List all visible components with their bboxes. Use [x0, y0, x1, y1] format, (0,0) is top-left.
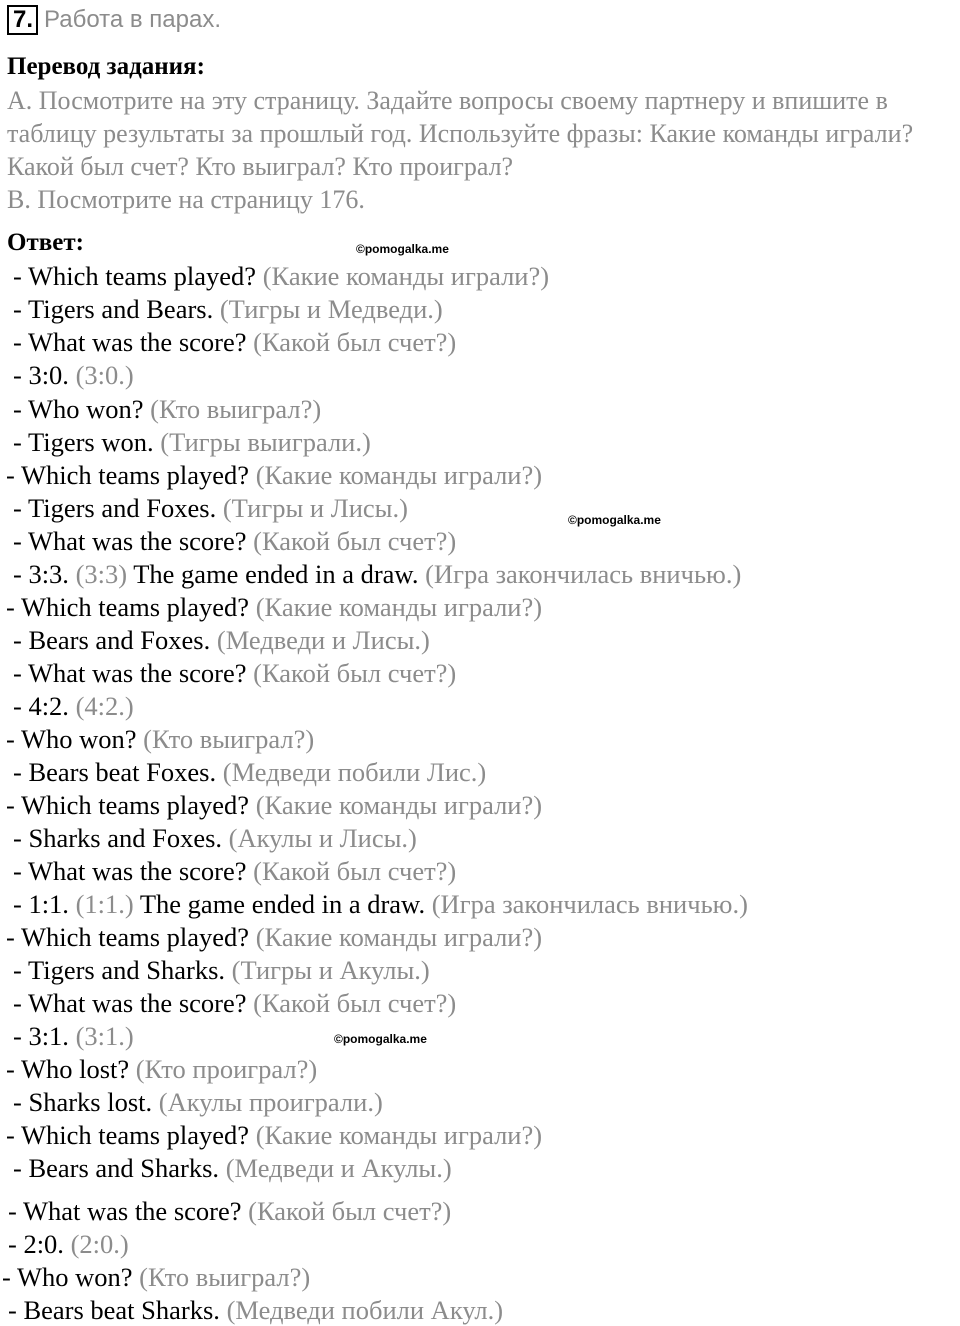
- english-phrase: - 2:0.: [8, 1229, 64, 1259]
- dialogue-line: [13, 988, 456, 1018]
- russian-translation: (1:1.): [75, 889, 134, 919]
- dialogue-line: [6, 724, 314, 754]
- english-phrase: - Bears beat Foxes.: [13, 757, 217, 787]
- english-phrase: - Who won?: [6, 724, 137, 754]
- english-phrase: - Tigers and Foxes.: [13, 493, 217, 523]
- russian-translation: (3:1.): [75, 1021, 134, 1051]
- russian-translation: (Какой был счет?): [253, 526, 457, 556]
- dialogue-line: [8, 1196, 451, 1226]
- dialogue-line: [8, 1295, 503, 1325]
- russian-translation: (Медведи и Лисы.): [216, 625, 430, 655]
- dialogue-line: [13, 1153, 452, 1183]
- dialogue-line: [13, 1087, 383, 1117]
- russian-translation: (Какой был счет?): [253, 327, 457, 357]
- english-phrase: - What was the score?: [13, 526, 247, 556]
- russian-translation: (Какие команды играли?): [255, 1120, 543, 1150]
- russian-translation: (Тигры и Медведи.): [219, 294, 443, 324]
- english-phrase: - Tigers won.: [13, 427, 154, 457]
- english-phrase: - Which teams played?: [6, 922, 250, 952]
- dialogue-line: [13, 427, 371, 457]
- dialogue-line: [13, 493, 408, 523]
- english-phrase: - Who won?: [13, 394, 144, 424]
- russian-translation: (Тигры и Акулы.): [231, 955, 430, 985]
- dialogue-line: [6, 460, 542, 490]
- russian-translation: (Какой был счет?): [248, 1196, 452, 1226]
- dialogue-line: [13, 394, 321, 424]
- russian-translation: (Медведи и Акулы.): [225, 1153, 452, 1183]
- dialogue-line: [13, 823, 417, 853]
- russian-translation: (Тигры выиграли.): [160, 427, 371, 457]
- english-phrase: - What was the score?: [13, 988, 247, 1018]
- english-phrase: - Bears beat Sharks.: [8, 1295, 220, 1325]
- dialogue-line: [13, 1021, 134, 1051]
- dialogue-line: [13, 691, 134, 721]
- dialogue-line: [13, 757, 486, 787]
- english-phrase: - Which teams played?: [6, 592, 250, 622]
- dialogue-line: [13, 559, 741, 589]
- english-phrase: - Bears and Foxes.: [13, 625, 211, 655]
- translation-heading: Перевод задания:: [7, 53, 205, 80]
- translation-paragraph-a: А. Посмотрите на эту страницу. Задайте вопросы своему партнеру и впишите в таблицу результаты за прошлый год. Используйте фразы: Какие команды играли? Какой был счет? Кто выиграл? Кто проиграл?: [7, 86, 914, 181]
- dialogue-line: [13, 955, 430, 985]
- english-phrase: - Which teams played?: [13, 261, 257, 291]
- english-phrase: The game ended in a draw.: [139, 889, 426, 919]
- english-phrase: - What was the score?: [8, 1196, 242, 1226]
- watermark: ©pomogalka.me: [356, 242, 449, 256]
- russian-translation: (Какой был счет?): [253, 856, 457, 886]
- english-phrase: - 3:3.: [13, 559, 69, 589]
- english-phrase: - Sharks lost.: [13, 1087, 153, 1117]
- russian-translation: (Какие команды играли?): [262, 261, 550, 291]
- english-phrase: - Which teams played?: [6, 460, 250, 490]
- dialogue-line: [2, 1262, 310, 1292]
- english-phrase: - Which teams played?: [6, 790, 250, 820]
- russian-translation: (Какой был счет?): [253, 988, 457, 1018]
- english-phrase: - Tigers and Sharks.: [13, 955, 226, 985]
- russian-translation: (Кто проиграл?): [135, 1054, 318, 1084]
- english-phrase: - What was the score?: [13, 856, 247, 886]
- dialogue-line: [13, 526, 456, 556]
- dialogue-line: [6, 1054, 317, 1084]
- english-phrase: - Sharks and Foxes.: [13, 823, 223, 853]
- english-phrase: - What was the score?: [13, 327, 247, 357]
- russian-translation: (Кто выиграл?): [139, 1262, 311, 1292]
- russian-translation: (4:2.): [75, 691, 134, 721]
- english-phrase: - Tigers and Bears.: [13, 294, 214, 324]
- russian-translation: (Какие команды играли?): [255, 460, 543, 490]
- english-phrase: - 3:1.: [13, 1021, 69, 1051]
- russian-translation: (Какой был счет?): [253, 658, 457, 688]
- dialogue-line: [13, 889, 748, 919]
- english-phrase: - Who lost?: [6, 1054, 130, 1084]
- task-number: 7.: [7, 5, 38, 35]
- russian-translation: (Какие команды играли?): [255, 790, 543, 820]
- russian-translation: (Медведи побили Акул.): [226, 1295, 504, 1325]
- watermark: ©pomogalka.me: [334, 1032, 427, 1046]
- russian-translation: (Кто выиграл?): [143, 724, 315, 754]
- russian-translation: (Какие команды играли?): [255, 922, 543, 952]
- dialogue-line: [13, 658, 456, 688]
- task-header: [7, 4, 221, 36]
- answer-heading: Ответ:: [7, 229, 84, 256]
- english-phrase: - 3:0.: [13, 360, 69, 390]
- english-phrase: - Which teams played?: [6, 1120, 250, 1150]
- watermark: ©pomogalka.me: [568, 513, 661, 527]
- english-phrase: The game ended in a draw.: [133, 559, 419, 589]
- dialogue-line: [13, 856, 456, 886]
- dialogue-line: [13, 261, 549, 291]
- dialogue-line: [6, 922, 542, 952]
- russian-translation: (3:0.): [75, 360, 134, 390]
- translation-text: [7, 84, 959, 216]
- russian-translation: (Игра закончилась вничью.): [431, 889, 748, 919]
- dialogue-line: [6, 592, 542, 622]
- russian-translation: (3:3): [75, 559, 128, 589]
- dialogue-line: [8, 1229, 129, 1259]
- dialogue-line: [13, 360, 134, 390]
- dialogue-line: [13, 294, 443, 324]
- russian-translation: (Акулы и Лисы.): [228, 823, 417, 853]
- translation-paragraph-b: В. Посмотрите на страницу 176.: [7, 185, 365, 214]
- russian-translation: (Акулы проиграли.): [158, 1087, 383, 1117]
- russian-translation: (Медведи побили Лис.): [222, 757, 487, 787]
- dialogue-line: [13, 625, 430, 655]
- dialogue-line: [13, 327, 456, 357]
- russian-translation: (2:0.): [70, 1229, 129, 1259]
- dialogue-line: [6, 790, 542, 820]
- russian-translation: (Кто выиграл?): [150, 394, 322, 424]
- english-phrase: - What was the score?: [13, 658, 247, 688]
- english-phrase: - 1:1.: [13, 889, 69, 919]
- russian-translation: (Игра закончилась вничью.): [425, 559, 742, 589]
- english-phrase: - Who won?: [2, 1262, 133, 1292]
- task-title: Работа в парах.: [44, 6, 222, 33]
- russian-translation: (Тигры и Лисы.): [222, 493, 408, 523]
- english-phrase: - 4:2.: [13, 691, 69, 721]
- english-phrase: - Bears and Sharks.: [13, 1153, 220, 1183]
- dialogue-line: [6, 1120, 542, 1150]
- russian-translation: (Какие команды играли?): [255, 592, 543, 622]
